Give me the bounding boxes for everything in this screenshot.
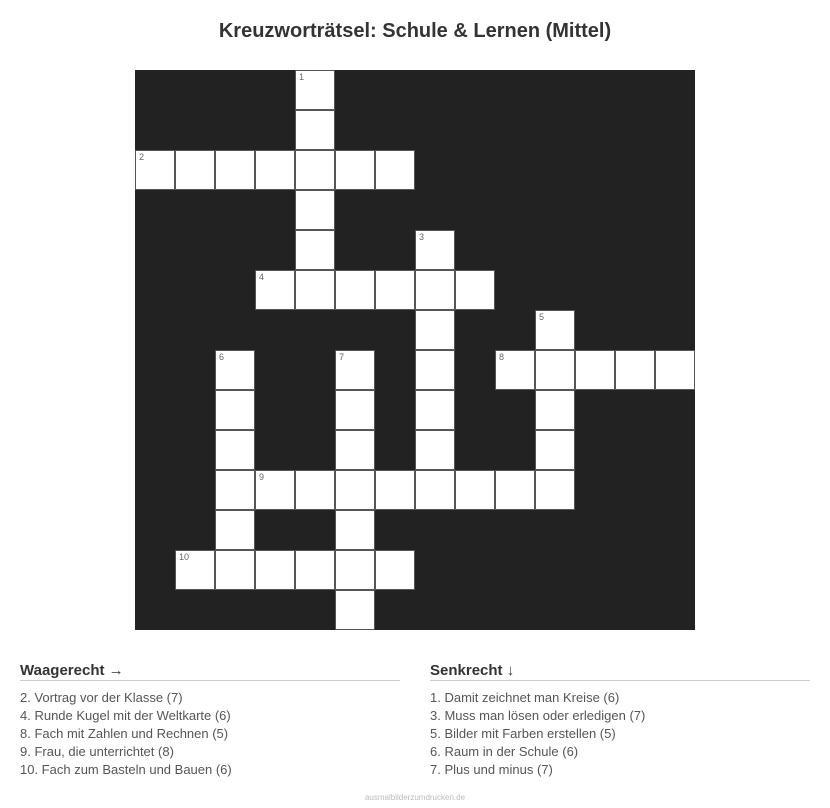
clue-down-5: 5. Bilder mit Farben erstellen (5) [430,726,616,741]
grid-cell[interactable] [295,470,335,510]
grid-cell[interactable] [215,390,255,430]
across-heading: Waagerecht → [20,662,400,681]
grid-cell[interactable] [295,190,335,230]
cell-number: 4 [259,272,265,282]
cell-number: 9 [259,472,265,482]
grid-cell[interactable] [135,150,175,190]
grid-cell[interactable] [215,510,255,550]
clue-across-2: 2. Vortrag vor der Klasse (7) [20,690,183,705]
grid-cell[interactable] [335,150,375,190]
down-heading: Senkrecht ↓ [430,662,810,681]
grid-cell[interactable] [535,430,575,470]
grid-cell[interactable] [215,470,255,510]
grid-cell[interactable] [655,350,695,390]
cell-number: 7 [339,352,345,362]
grid-cell[interactable] [335,270,375,310]
grid-cell[interactable] [375,270,415,310]
grid-cell[interactable] [535,350,575,390]
grid-cell[interactable] [335,590,375,630]
cell-number: 3 [419,232,425,242]
grid-cell[interactable] [335,430,375,470]
grid-cell[interactable] [455,470,495,510]
grid-cell[interactable] [335,550,375,590]
grid-cell[interactable] [415,230,455,270]
grid-cell[interactable] [415,350,455,390]
grid-cell[interactable] [255,470,295,510]
grid-cell[interactable] [295,150,335,190]
cell-number: 6 [219,352,225,362]
across-clues-section [20,662,400,779]
grid-cell[interactable] [495,470,535,510]
grid-cell[interactable] [535,470,575,510]
grid-cell[interactable] [415,430,455,470]
grid-cell[interactable] [295,70,335,110]
grid-cell[interactable] [375,150,415,190]
grid-cell[interactable] [215,350,255,390]
grid-cell[interactable] [415,270,455,310]
cell-number: 8 [499,352,505,362]
grid-cell[interactable] [255,550,295,590]
grid-cell[interactable] [575,350,615,390]
down-clues-section [430,662,810,779]
clue-down-7: 7. Plus und minus (7) [430,762,553,777]
grid-cell[interactable] [615,350,655,390]
page-title: Kreuzworträtsel: Schule & Lernen (Mittel) [218,20,612,42]
grid-cell[interactable] [415,390,455,430]
grid-cell[interactable] [175,550,215,590]
grid-cell[interactable] [215,150,255,190]
grid-cell[interactable] [415,470,455,510]
crossword-grid [135,70,695,630]
grid-cell[interactable] [335,470,375,510]
cell-number: 5 [539,312,545,322]
grid-cell[interactable] [335,390,375,430]
grid-cell[interactable] [375,550,415,590]
down-clue-list [430,689,810,779]
clue-across-8: 8. Fach mit Zahlen und Rechnen (5) [20,726,229,741]
grid-cell[interactable] [215,550,255,590]
cell-number: 10 [179,552,190,562]
grid-cell[interactable] [535,390,575,430]
grid-cell[interactable] [295,230,335,270]
grid-cell[interactable] [415,310,455,350]
clue-down-3: 3. Muss man lösen oder erledigen (7) [430,708,646,723]
clue-down-6: 6. Raum in der Schule (6) [430,744,579,759]
grid-cell[interactable] [495,350,535,390]
grid-cell[interactable] [255,270,295,310]
clue-across-4: 4. Runde Kugel mit der Weltkarte (6) [20,708,231,723]
cell-number: 1 [299,72,305,82]
cell-number: 2 [139,152,145,162]
grid-cell[interactable] [295,110,335,150]
grid-cell[interactable] [295,550,335,590]
clue-across-10: 10. Fach zum Basteln und Bauen (6) [20,762,232,777]
footer-credit: ausmalbilderzumdrucken.de [364,793,466,802]
clue-across-9: 9. Frau, die unterrichtet (8) [20,744,174,759]
clue-down-1: 1. Damit zeichnet man Kreise (6) [430,690,620,705]
grid-cell[interactable] [295,270,335,310]
grid-cell[interactable] [175,150,215,190]
grid-cell[interactable] [215,430,255,470]
grid-cell[interactable] [335,510,375,550]
grid-cell[interactable] [375,470,415,510]
across-clue-list [20,689,400,779]
grid-cell[interactable] [455,270,495,310]
grid-cell[interactable] [255,150,295,190]
grid-cell[interactable] [335,350,375,390]
grid-cell[interactable] [535,310,575,350]
